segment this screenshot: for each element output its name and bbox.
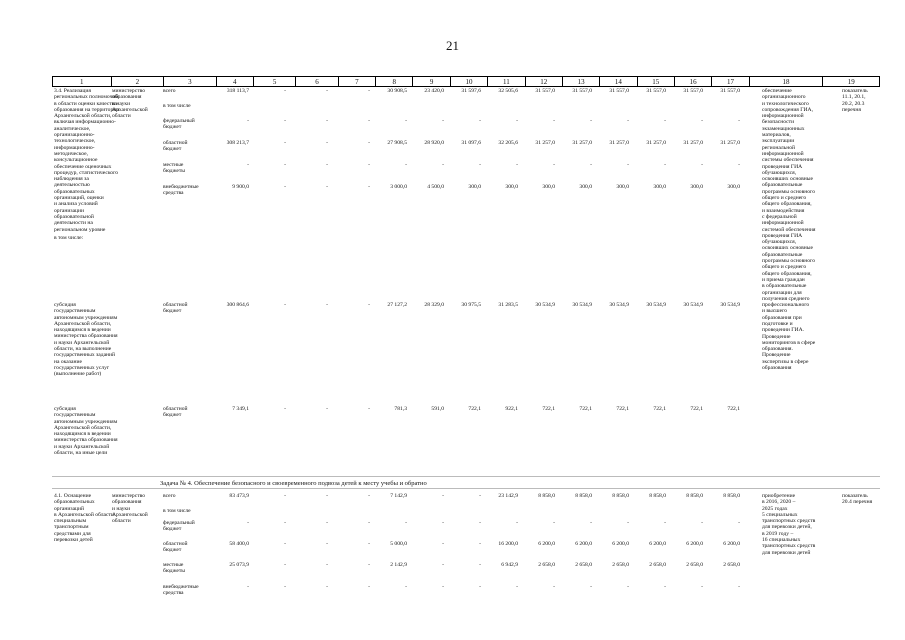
amount-cell: 31 557,0 — [609, 88, 629, 94]
funding-source: в том числе — [163, 103, 191, 109]
amount-cell: - — [738, 520, 740, 526]
amount-cell: - — [442, 584, 444, 590]
amount-cell: - — [479, 520, 481, 526]
amount-cell: 722,1 — [727, 406, 740, 412]
amount-cell: - — [326, 140, 328, 146]
amount-cell: 31 597,6 — [461, 88, 481, 94]
amount-cell: - — [247, 118, 249, 124]
amount-cell: 318 113,7 — [226, 88, 249, 94]
amount-cell: - — [368, 584, 370, 590]
amount-cell: - — [284, 584, 286, 590]
indicator-ref: показатель 11.1, 20.1, 20.2, 20.3 перечня — [842, 88, 868, 113]
amount-cell: 30 975,5 — [461, 302, 481, 308]
amount-cell: - — [738, 118, 740, 124]
amount-cell: - — [479, 584, 481, 590]
amount-cell: - — [326, 302, 328, 308]
funding-source: федеральный бюджет — [163, 520, 195, 533]
amount-cell: - — [442, 162, 444, 168]
column-number: 12 — [525, 77, 562, 87]
amount-cell: - — [326, 493, 328, 499]
activity-label: 4.1. Оснащение образовательных организаций в Архангельской области специальным транспортным средствами для перевозки детей — [54, 493, 114, 544]
amount-cell: 300,0 — [690, 184, 703, 190]
amount-cell: - — [701, 520, 703, 526]
amount-cell: 722,1 — [616, 406, 629, 412]
amount-cell: - — [701, 118, 703, 124]
amount-cell: - — [442, 493, 444, 499]
amount-cell: - — [664, 584, 666, 590]
amount-cell: 7 349,1 — [232, 406, 249, 412]
amount-cell: 25 073,9 — [229, 562, 249, 568]
amount-cell: 722,1 — [653, 406, 666, 412]
column-number: 18 — [749, 77, 823, 87]
amount-cell: - — [326, 88, 328, 94]
column-number: 19 — [823, 77, 880, 87]
amount-cell: 30 534,9 — [609, 302, 629, 308]
amount-cell: - — [516, 118, 518, 124]
amount-cell: 2 658,0 — [649, 562, 666, 568]
amount-cell: 300,0 — [727, 184, 740, 190]
amount-cell: 2 658,0 — [686, 562, 703, 568]
activity-label: субсидия государственным автономным учреждениям Архангельской области, находящимся в ведении министерства образования и науки Архангельской области, на выполнение государственных заданий на оказание государственных услуг (выполнение работ) — [54, 302, 118, 378]
amount-cell: 722,1 — [542, 406, 555, 412]
amount-cell: - — [368, 562, 370, 568]
amount-cell: 31 257,0 — [535, 140, 555, 146]
amount-cell: 27 127,2 — [387, 302, 407, 308]
amount-cell: 28 920,0 — [424, 140, 444, 146]
amount-cell: 31 283,5 — [498, 302, 518, 308]
amount-cell: 300,0 — [505, 184, 518, 190]
amount-cell: - — [284, 162, 286, 168]
amount-cell: - — [284, 541, 286, 547]
amount-cell: - — [479, 541, 481, 547]
funding-source: в том числе — [163, 508, 191, 514]
amount-cell: 31 257,0 — [609, 140, 629, 146]
amount-cell: 32 505,6 — [498, 88, 518, 94]
amount-cell: - — [284, 520, 286, 526]
amount-cell: 6 200,0 — [538, 541, 555, 547]
funding-source: областной бюджет — [163, 406, 188, 419]
amount-cell: - — [479, 562, 481, 568]
amount-cell: 722,1 — [468, 406, 481, 412]
amount-cell: 6 200,0 — [649, 541, 666, 547]
amount-cell: 300,0 — [653, 184, 666, 190]
amount-cell: - — [553, 520, 555, 526]
funding-source: внебюджетные средства — [163, 584, 199, 597]
amount-cell: 8 858,0 — [723, 493, 740, 499]
funding-source: внебюджетные средства — [163, 184, 199, 197]
amount-cell: - — [368, 88, 370, 94]
amount-cell: - — [284, 493, 286, 499]
task-divider — [52, 476, 880, 477]
column-number: 17 — [712, 77, 749, 87]
funding-source: областной бюджет — [163, 302, 188, 315]
amount-cell: 308 213,7 — [226, 140, 249, 146]
amount-cell: 31 557,0 — [683, 88, 703, 94]
column-number: 2 — [111, 77, 164, 87]
amount-cell: 30 534,9 — [646, 302, 666, 308]
amount-cell: 6 200,0 — [723, 541, 740, 547]
amount-cell: 6 942,9 — [501, 562, 518, 568]
amount-cell: 722,1 — [579, 406, 592, 412]
amount-cell: - — [701, 162, 703, 168]
amount-cell: - — [326, 162, 328, 168]
amount-cell: 31 257,0 — [683, 140, 703, 146]
amount-cell: 30 534,9 — [683, 302, 703, 308]
amount-cell: 23 420,0 — [424, 88, 444, 94]
amount-cell: - — [284, 88, 286, 94]
task-heading: Задача № 4. Обеспечение безопасного и своевременного подвоза детей к месту учебы и обратно — [160, 480, 427, 487]
amount-cell: 30 534,9 — [720, 302, 740, 308]
column-number: 10 — [450, 77, 487, 87]
amount-cell: - — [326, 406, 328, 412]
amount-cell: - — [590, 162, 592, 168]
amount-cell: 28 329,0 — [424, 302, 444, 308]
amount-cell: - — [405, 520, 407, 526]
amount-cell: - — [326, 562, 328, 568]
amount-cell: - — [368, 520, 370, 526]
amount-cell: 4 500,0 — [427, 184, 444, 190]
activity-label: в том числе: — [54, 235, 84, 241]
amount-cell: 2 658,0 — [723, 562, 740, 568]
amount-cell: - — [590, 584, 592, 590]
column-number: 15 — [637, 77, 674, 87]
amount-cell: - — [479, 118, 481, 124]
column-number: 16 — [674, 77, 711, 87]
amount-cell: - — [553, 584, 555, 590]
amount-cell: - — [368, 140, 370, 146]
amount-cell: 8 858,0 — [649, 493, 666, 499]
amount-cell: 58 400,0 — [229, 541, 249, 547]
amount-cell: - — [553, 162, 555, 168]
activity-label: субсидия государственным автономным учреждениям Архангельской области, находящимся в ведении министерства образования и науки Архангельской области, на иные цели — [54, 406, 118, 457]
amount-cell: 300 864,6 — [226, 302, 249, 308]
amount-cell: 781,3 — [394, 406, 407, 412]
amount-cell: 2 658,0 — [612, 562, 629, 568]
amount-cell: - — [405, 162, 407, 168]
amount-cell: - — [368, 493, 370, 499]
amount-cell: - — [479, 162, 481, 168]
amount-cell: - — [284, 118, 286, 124]
amount-cell: 7 142,9 — [390, 493, 407, 499]
amount-cell: 16 200,0 — [498, 541, 518, 547]
amount-cell: - — [284, 406, 286, 412]
amount-cell: - — [247, 584, 249, 590]
amount-cell: - — [516, 584, 518, 590]
amount-cell: - — [405, 118, 407, 124]
column-number: 8 — [376, 77, 413, 87]
amount-cell: - — [738, 162, 740, 168]
expected-result: приобретение в 2016, 2020 – 2025 годах 5 специальных транспортных средств для перевозки детей, в 2019 году – 16 специальных транспортных средств для перевозки детей — [762, 493, 816, 556]
amount-cell: - — [479, 493, 481, 499]
amount-cell: 32 205,6 — [498, 140, 518, 146]
amount-cell: - — [442, 562, 444, 568]
amount-cell: - — [284, 562, 286, 568]
amount-cell: 300,0 — [616, 184, 629, 190]
executor-cell: министерство образования и науки Архангельской области — [112, 493, 148, 525]
amount-cell: 8 858,0 — [538, 493, 555, 499]
amount-cell: 30 534,9 — [572, 302, 592, 308]
amount-cell: - — [368, 406, 370, 412]
amount-cell: - — [553, 118, 555, 124]
amount-cell: 31 557,0 — [646, 88, 666, 94]
amount-cell: 31 257,0 — [646, 140, 666, 146]
amount-cell: 27 908,5 — [387, 140, 407, 146]
amount-cell: 31 097,6 — [461, 140, 481, 146]
column-number: 9 — [413, 77, 450, 87]
amount-cell: 8 858,0 — [575, 493, 592, 499]
amount-cell: 30 908,5 — [387, 88, 407, 94]
amount-cell: - — [247, 162, 249, 168]
amount-cell: - — [664, 162, 666, 168]
amount-cell: 6 200,0 — [612, 541, 629, 547]
funding-source: областной бюджет — [163, 140, 188, 153]
amount-cell: 300,0 — [579, 184, 592, 190]
amount-cell: - — [326, 584, 328, 590]
column-number: 4 — [216, 77, 253, 87]
amount-cell: 31 557,0 — [572, 88, 592, 94]
funding-source: областной бюджет — [163, 541, 188, 554]
amount-cell: - — [442, 541, 444, 547]
amount-cell: 5 000,0 — [390, 541, 407, 547]
amount-cell: 8 858,0 — [612, 493, 629, 499]
expected-result: обеспечение организационного и технологического сопровождения ГИА, информационной безопасности экзаменационных материалов, эксплуатации региональной информационной системы обеспечения проведения ГИА обучающихся, освоивших основные образовательные программы основного общего и среднего общего образования, и взаимодействия с федеральной информационной системой обеспечения проведения ГИА обучающихся, освоивших основные образовательные программы основного общего и среднего общего образования, и приема граждан в образовательные организации для получения среднего профессионального и высшего образования при подготовке и проведении ГИА. Проведение мониторингов в сфере образования. Проведение экспертизы в сфере образования — [762, 88, 816, 372]
amount-cell: 83 473,9 — [229, 493, 249, 499]
amount-cell: 591,0 — [431, 406, 444, 412]
amount-cell: 2 142,9 — [390, 562, 407, 568]
amount-cell: 722,1 — [690, 406, 703, 412]
amount-cell: - — [590, 118, 592, 124]
amount-cell: - — [405, 584, 407, 590]
amount-cell: 922,1 — [505, 406, 518, 412]
amount-cell: 30 534,9 — [535, 302, 555, 308]
activity-label: 3.4. Реализация региональных полномочий в области оценки качества образования на территории Архангельской области, включая информационно- аналитическое, организационно- технологическое, информационно- методическое, консультационное обеспечение оценочных процедур, статистического наблюдения за деятельностью образовательных организаций, оценки и анализа условий организации образовательной деятельности на региональном уровне — [54, 88, 120, 233]
amount-cell: - — [326, 184, 328, 190]
amount-cell: - — [701, 584, 703, 590]
amount-cell: 3 000,0 — [390, 184, 407, 190]
amount-cell: 2 658,0 — [575, 562, 592, 568]
funding-source: всего — [163, 88, 176, 94]
column-number: 3 — [164, 77, 217, 87]
column-number: 13 — [562, 77, 599, 87]
amount-cell: - — [284, 140, 286, 146]
amount-cell: 300,0 — [542, 184, 555, 190]
amount-cell: - — [442, 118, 444, 124]
amount-cell: - — [738, 584, 740, 590]
amount-cell: - — [368, 162, 370, 168]
column-number-header — [52, 76, 880, 87]
amount-cell: - — [664, 520, 666, 526]
executor-cell: министерство образования и науки Архангельской области — [112, 88, 148, 120]
amount-cell: - — [627, 520, 629, 526]
task-divider — [52, 488, 880, 489]
amount-cell: - — [326, 520, 328, 526]
amount-cell: - — [627, 162, 629, 168]
amount-cell: 23 142,9 — [498, 493, 518, 499]
amount-cell: 9 900,0 — [232, 184, 249, 190]
amount-cell: 31 257,0 — [572, 140, 592, 146]
amount-cell: - — [442, 520, 444, 526]
amount-cell: 6 200,0 — [575, 541, 592, 547]
column-number: 7 — [338, 77, 375, 87]
amount-cell: - — [368, 541, 370, 547]
amount-cell: 31 557,0 — [535, 88, 555, 94]
column-number: 5 — [253, 77, 295, 87]
funding-source: всего — [163, 493, 176, 499]
amount-cell: - — [368, 302, 370, 308]
amount-cell: - — [516, 520, 518, 526]
amount-cell: - — [368, 184, 370, 190]
column-number: 11 — [488, 77, 525, 87]
amount-cell: 8 858,0 — [686, 493, 703, 499]
amount-cell: - — [590, 520, 592, 526]
amount-cell: - — [284, 302, 286, 308]
amount-cell: 6 200,0 — [686, 541, 703, 547]
amount-cell: - — [326, 541, 328, 547]
amount-cell: 31 557,0 — [720, 88, 740, 94]
column-number: 1 — [53, 77, 112, 87]
funding-source: федеральный бюджет — [163, 118, 195, 131]
amount-cell: - — [247, 520, 249, 526]
amount-cell: - — [627, 584, 629, 590]
amount-cell: - — [516, 162, 518, 168]
funding-source: местные бюджеты — [163, 562, 186, 575]
amount-cell: - — [664, 118, 666, 124]
page-number: 21 — [446, 38, 459, 53]
amount-cell: 31 257,0 — [720, 140, 740, 146]
funding-source: местные бюджеты — [163, 162, 186, 175]
amount-cell: - — [627, 118, 629, 124]
amount-cell: - — [284, 184, 286, 190]
indicator-ref: показатель 20.4 перечня — [842, 493, 873, 506]
amount-cell: 2 658,0 — [538, 562, 555, 568]
column-number: 6 — [296, 77, 338, 87]
amount-cell: - — [326, 118, 328, 124]
amount-cell: 300,0 — [468, 184, 481, 190]
amount-cell: - — [368, 118, 370, 124]
column-number: 14 — [600, 77, 637, 87]
